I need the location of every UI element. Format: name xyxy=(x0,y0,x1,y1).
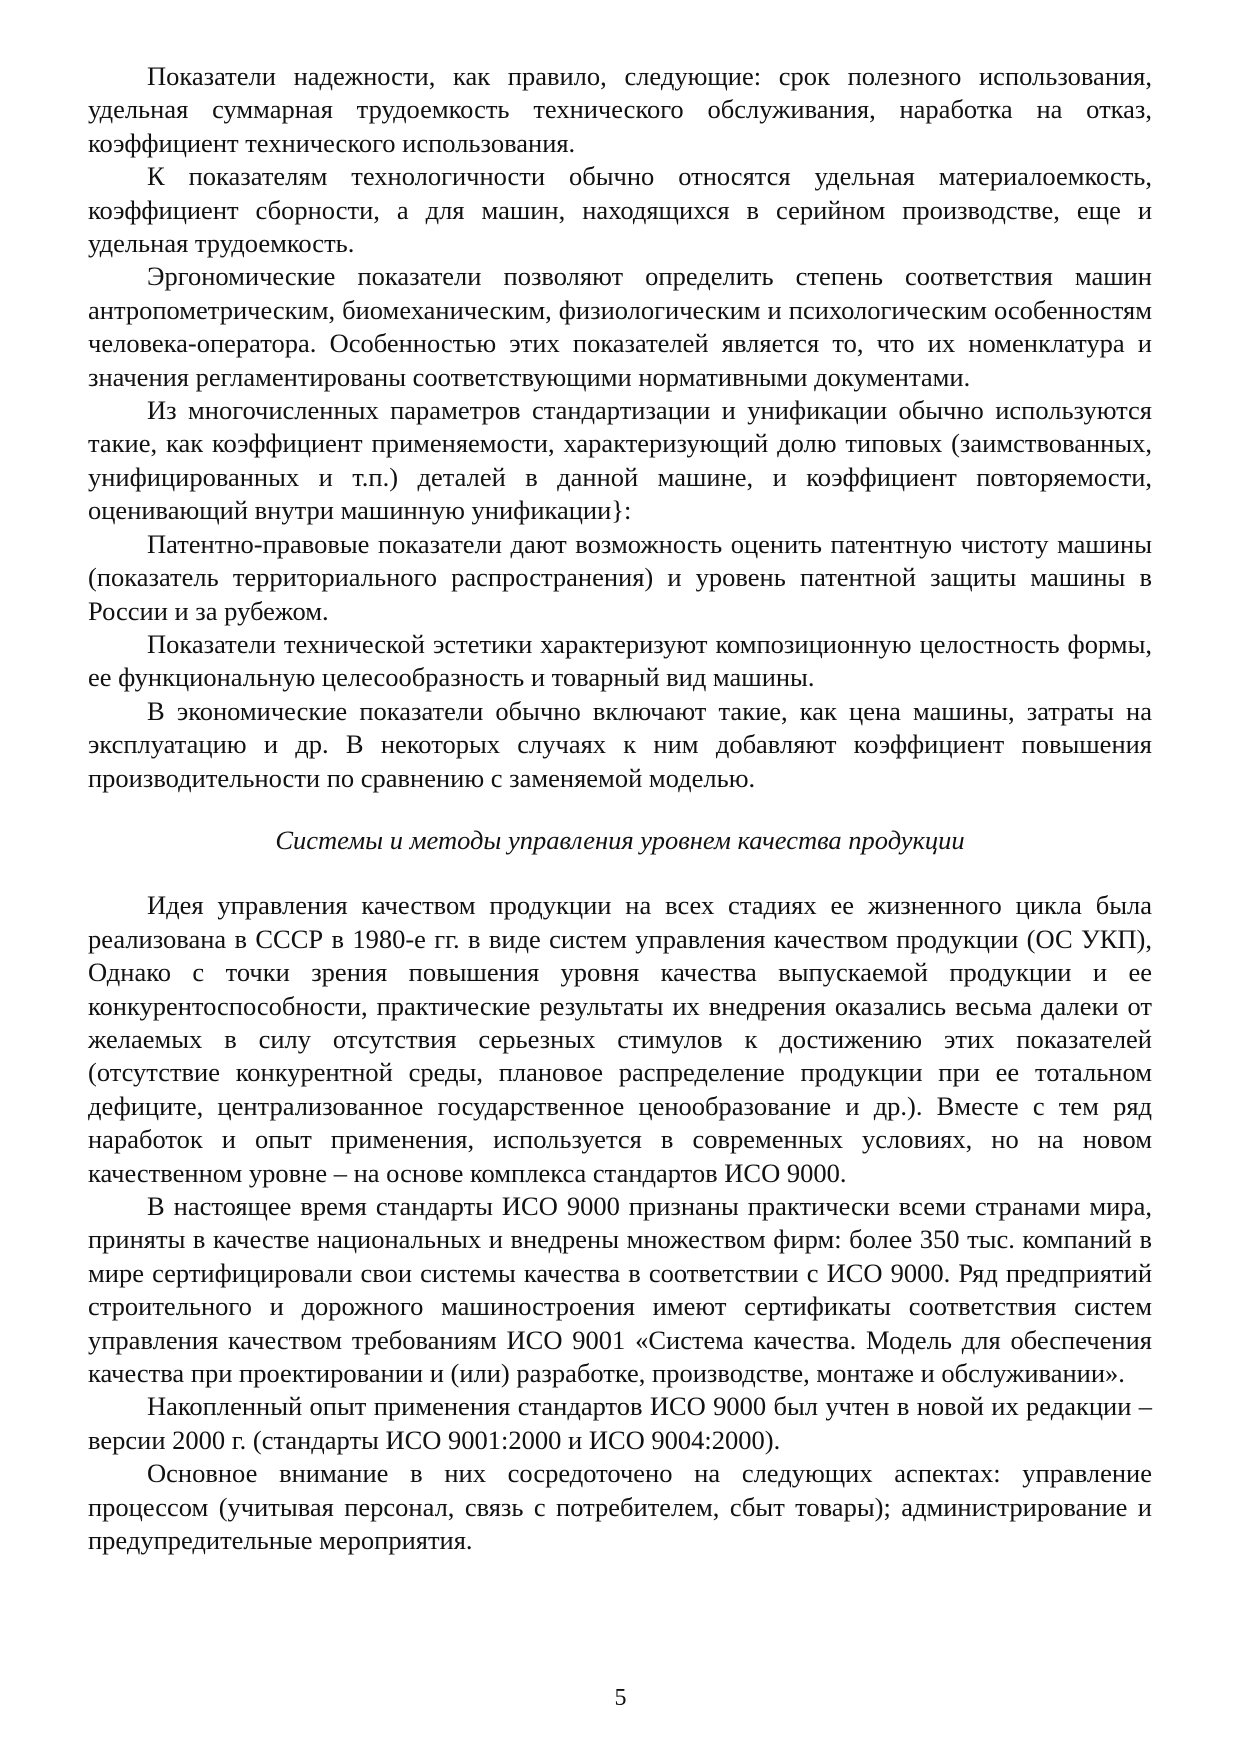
paragraph-quality-management-idea: Идея управления качеством продукции на всех стадиях ее жизненного цикла была реализована в СССР в 1980-е гг. в виде систем управления качеством продукции (ОС УКП), Однако с точки зрения повышения уровня качества выпускаемой продукции и ее конкурентоспособности, практические результаты их внедрения оказались весьма далеки от желаемых в силу отсутствия серьезных стимулов к достижению этих показателей (отсутствие конкурентной среды, плановое распределение продукции при ее тотальном дефиците, централизованное государственное ценообразование и др.). Вместе с тем ряд наработок и опыт применения, используется в современных условиях, но на новом качественном уровне – на основе комплекса стандартов ИСО 9000. xyxy=(88,890,1152,1188)
paragraph-patent: Патентно-правовые показатели дают возможность оценить патентную чистоту машины (показатель территориального распространения) и уровень патентной защиты машины в России и за рубежом. xyxy=(88,528,1152,626)
paragraph-reliability: Показатели надежности, как правило, следующие: срок полезного использования, удельная суммарная трудоемкость технического обслуживания, наработка на отказ, коэффициент технического использования. xyxy=(88,61,1152,158)
page-number: 5 xyxy=(614,1685,627,1711)
paragraph-iso-2000-revision: Накопленный опыт применения стандартов ИСО 9000 был учтен в новой их редакции – версии 2000 г. (стандарты ИСО 9001:2000 и ИСО 9004:2000). xyxy=(88,1391,1152,1455)
paragraph-manufacturability: К показателям технологичности обычно относятся удельная материалоемкость, коэффициент сборности, а для машин, находящихся в серийном производстве, еще и удельная трудоемкость. xyxy=(88,161,1152,259)
paragraph-standardization: Из многочисленных параметров стандартизации и унификации обычно используются такие, как коэффициент применяемости, характеризующий долю типовых (заимствованных, унифицированных и т.п.) деталей в данной машине, и коэффициент повторяемости, оценивающий внутри машинную унификации}: xyxy=(88,395,1152,526)
paragraph-iso-9000-adoption: В настоящее время стандарты ИСО 9000 признаны практически всеми странами мира, приняты в качестве национальных и внедрены множеством фирм: более 350 тыс. компаний в мире сертифицировали свои системы качества в соответствии с ИСО 9000. Ряд предприятий строительного и дорожного машиностроения имеют сертификаты соответствия систем управления качеством требованиям ИСО 9001 «Система качества. Модель для обеспечения качества при проектировании и (или) разработке, производстве, монтаже и обслуживании». xyxy=(88,1191,1152,1389)
section-heading: Системы и методы управления уровнем качества продукции xyxy=(275,824,965,855)
paragraph-economics: В экономические показатели обычно включают такие, как цена машины, затраты на эксплуатацию и др. В некоторых случаях к ним добавляют коэффициент повышения производительности по сравнению с заменяемой моделью. xyxy=(88,695,1152,793)
paragraph-ergonomics: Эргономические показатели позволяют определить степень соответствия машин антропометрическим, биомеханическим, физиологическим и психологическим особенностям человека-оператора. Особенностью этих показателей является то, что их номенклатура и значения регламентированы соответствующими нормативными документами. xyxy=(88,261,1152,392)
paragraph-main-aspects: Основное внимание в них сосредоточено на следующих аспектах: управление процессом (учитывая персонал, связь с потребителем, сбыт товары); администрирование и предупредительные мероприятия. xyxy=(88,1458,1152,1556)
page-body xyxy=(88,60,1152,1557)
paragraph-aesthetics: Показатели технической эстетики характеризуют композиционную целостность формы, ее функциональную целесообразность и товарный вид машины. xyxy=(88,628,1152,693)
